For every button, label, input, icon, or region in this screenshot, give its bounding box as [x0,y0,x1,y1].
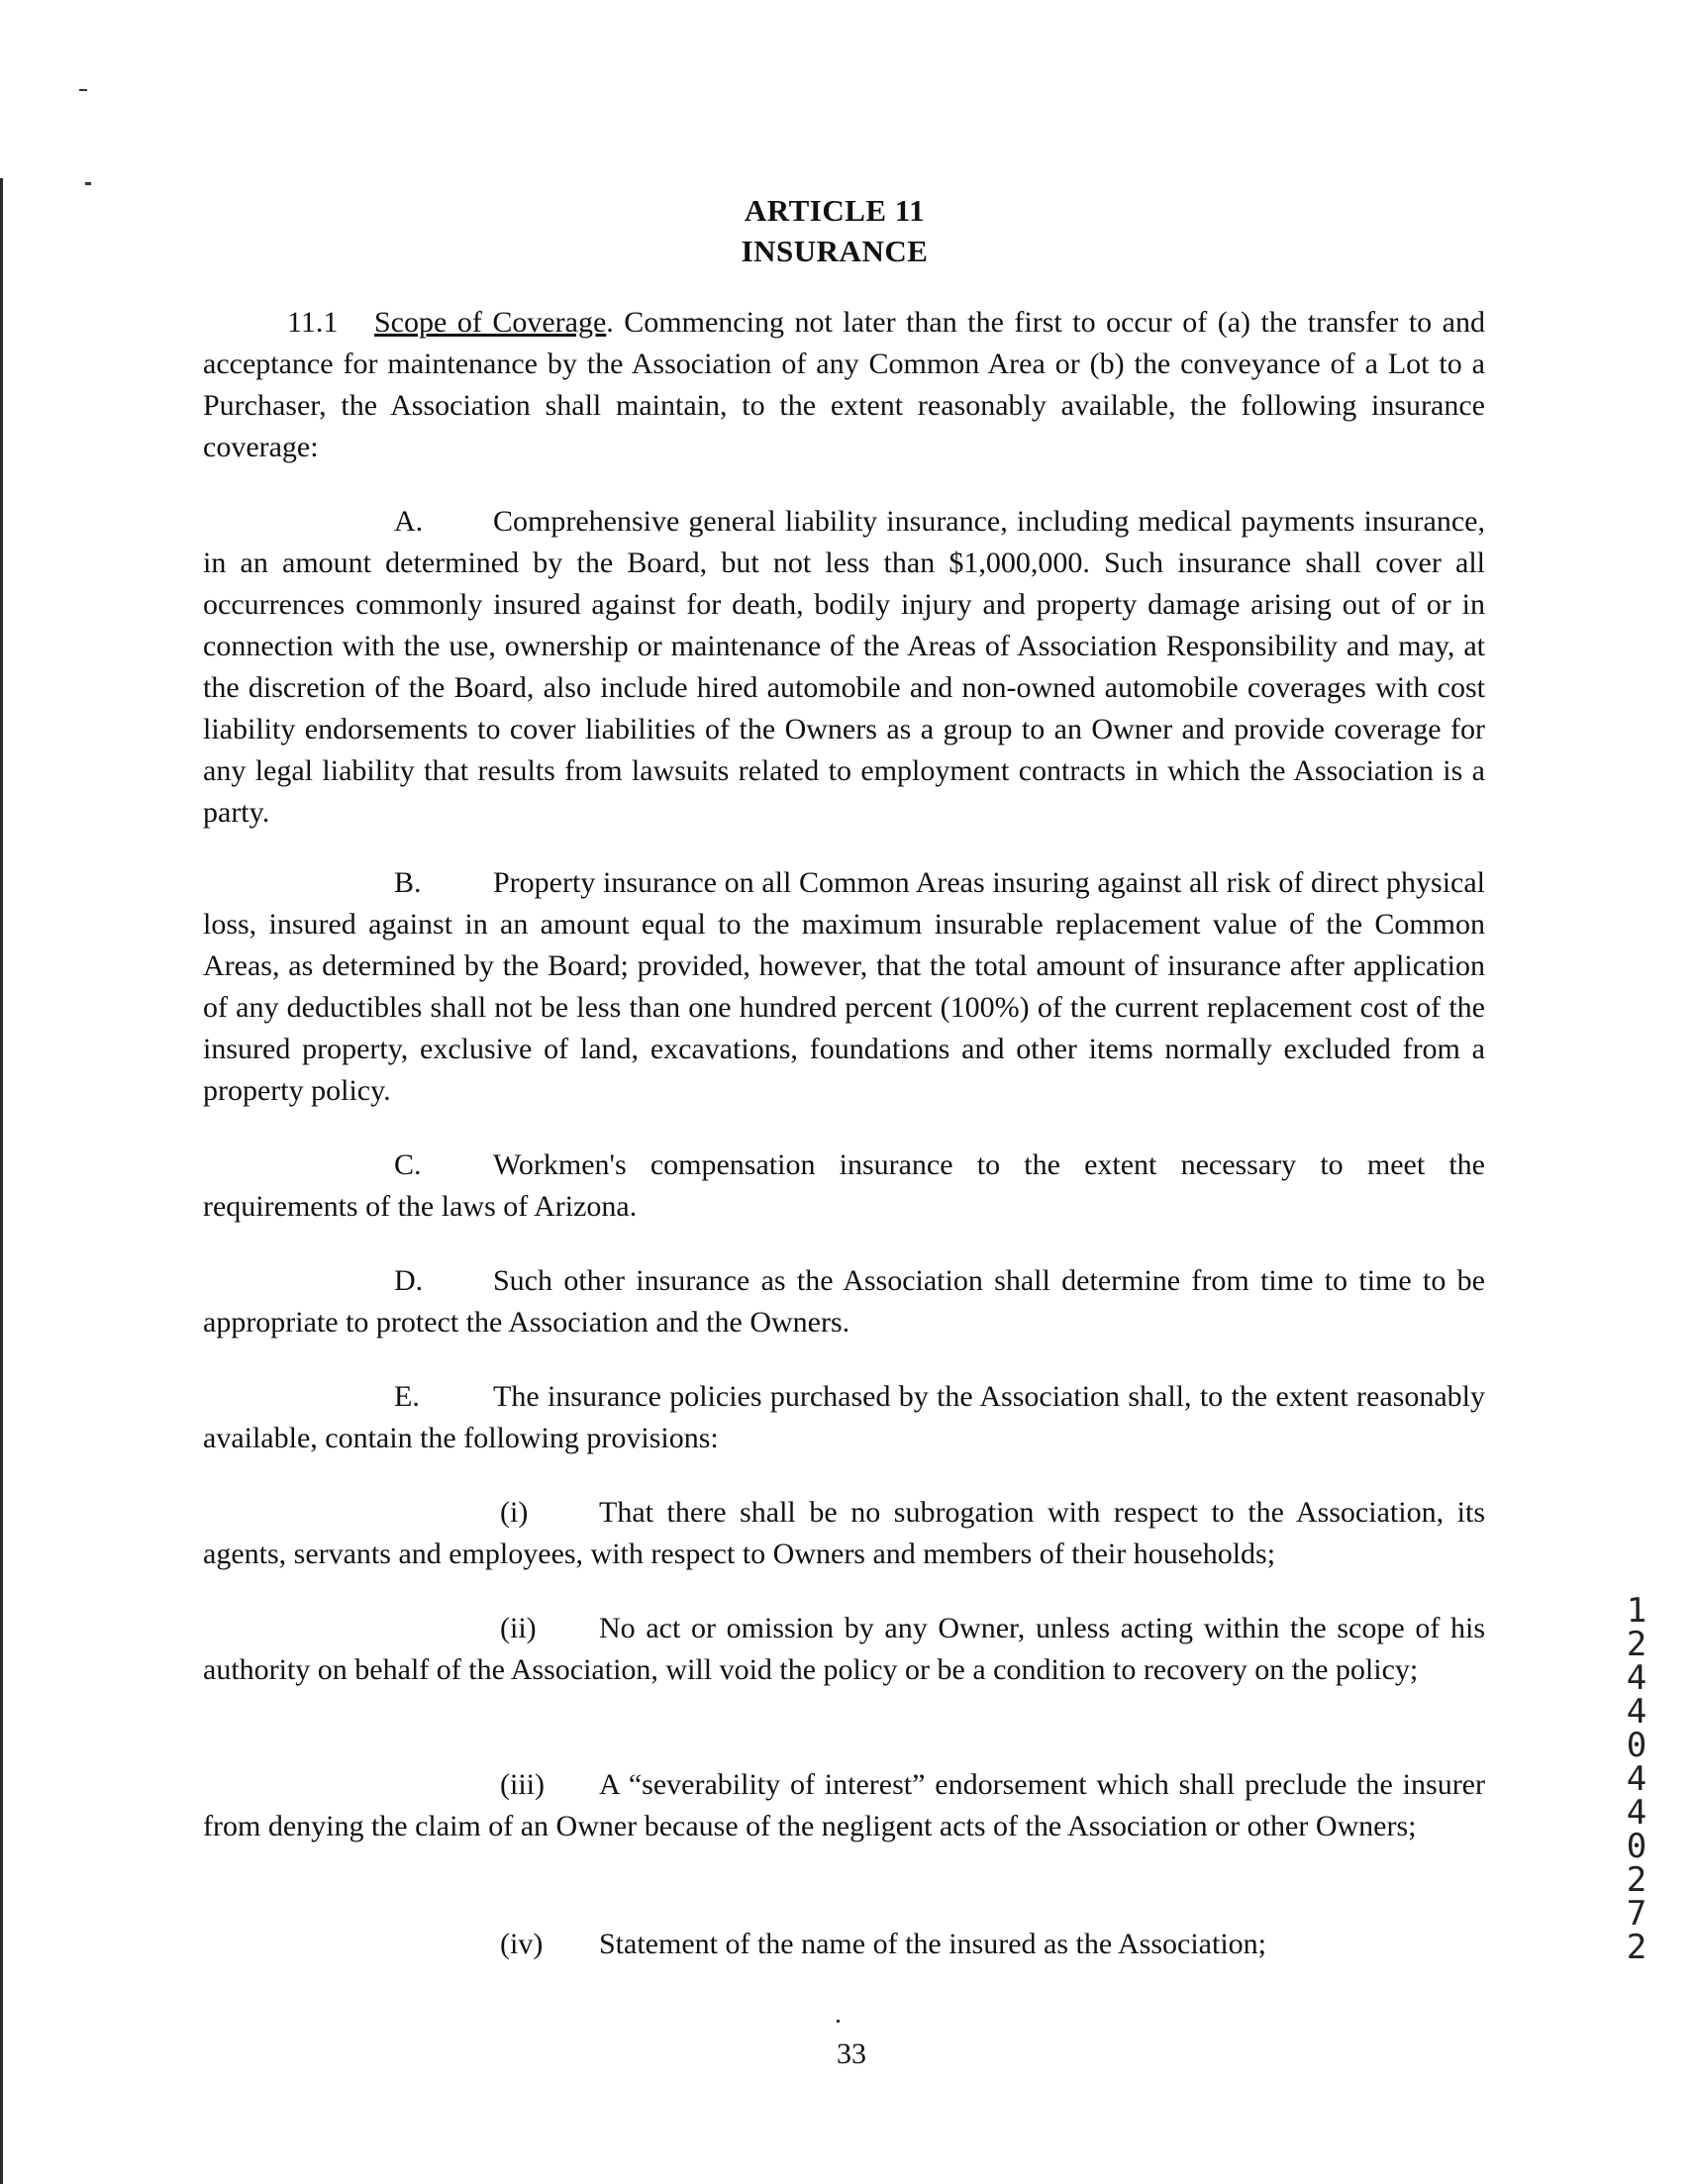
scan-speck [85,182,91,185]
scan-speck [79,89,87,91]
article-title: ARTICLE 11 [744,193,926,228]
section-heading: Scope of Coverage [374,306,607,339]
item-text: Comprehensive general liability insurance, including medical payments insurance, in an amount determined by the Board, but not less than $1,000,000. Such insurance shall cover all occurrences commonly insured against for death, bodily injury and property damage arising out of or in connection with the use, ownership or maintenance of the Areas of Association Responsibility and may, at the discretion of the Board, also include hired automobile and non-owned automobile coverages with cost liability endorsements to cover liabilities of the Owners as a group to an Owner and provide coverage for any legal liability that results from lawsuits related to employment contracts in which the Association is a party. [203,505,1485,829]
item-b [203,862,1485,1112]
subitem-text: Statement of the name of the insured as the Association; [599,1928,1267,1960]
item-label: E. [394,1380,420,1413]
item-c [203,1144,1485,1228]
subitem-label: (iii) [500,1768,545,1801]
item-label: D. [394,1264,424,1297]
item-text: The insurance policies purchased by the Association shall, to the extent reasonably available, contain the following provisions: [203,1380,1485,1454]
subitem-label: (i) [500,1496,529,1529]
recording-stamp: 12440440272 [1626,1591,1647,1967]
subitem-ii [203,1608,1485,1691]
section-text: . Commencing not later than the first to occur of (a) the transfer to and acceptance for maintenance by the Association of any Common Area or (b) the conveyance of a Lot to a Purchaser, the Association shall maintain, to the extent reasonably available, the following insurance coverage: [203,306,1485,463]
subitem-i [203,1492,1485,1575]
subitem-text: A “severability of interest” endorsement which shall preclude the insurer from denying the claim of an Owner because of the negligent acts of the Association or other Owners; [203,1768,1485,1842]
item-text: Workmen's compensation insurance to the extent necessary to meet the requirements of the laws of Arizona. [203,1148,1485,1223]
page-number: 33 [837,2037,866,2070]
item-a [203,501,1485,834]
item-text: Such other insurance as the Association shall determine from time to time to be appropriate to protect the Association and the Owners. [203,1264,1485,1339]
section-11-1 [203,302,1485,468]
article-subtitle: INSURANCE [741,234,929,268]
subitem-text: That there shall be no subrogation with respect to the Association, its agents, servants and employees, with respect to Owners and members of their households; [203,1496,1485,1570]
scan-edge-line [0,178,3,2184]
item-text: Property insurance on all Common Areas insuring against all risk of direct physical loss, insured against in an amount equal to the maximum insurable replacement value of the Common Areas, as determined by the Board; provided, however, that the total amount of insurance after application of any deductibles shall not be less than one hundred percent (100%) of the current replacement cost of the insured property, exclusive of land, excavations, foundations and other items normally excluded from a property policy. [203,866,1485,1107]
scan-speck [837,2020,840,2023]
section-number: 11.1 [287,306,339,339]
subitem-label: (ii) [500,1612,537,1644]
item-label: C. [394,1148,422,1181]
item-e [203,1376,1485,1459]
subitem-text: No act or omission by any Owner, unless acting within the scope of his authority on behalf of the Association, will void the policy or be a condition to recovery on the policy; [203,1612,1485,1686]
subitem-label: (iv) [500,1928,544,1960]
item-label: A. [394,505,424,538]
subitem-iv [203,1924,1485,1965]
item-d [203,1260,1485,1343]
item-label: B. [394,866,422,899]
subitem-iii [203,1764,1485,1847]
